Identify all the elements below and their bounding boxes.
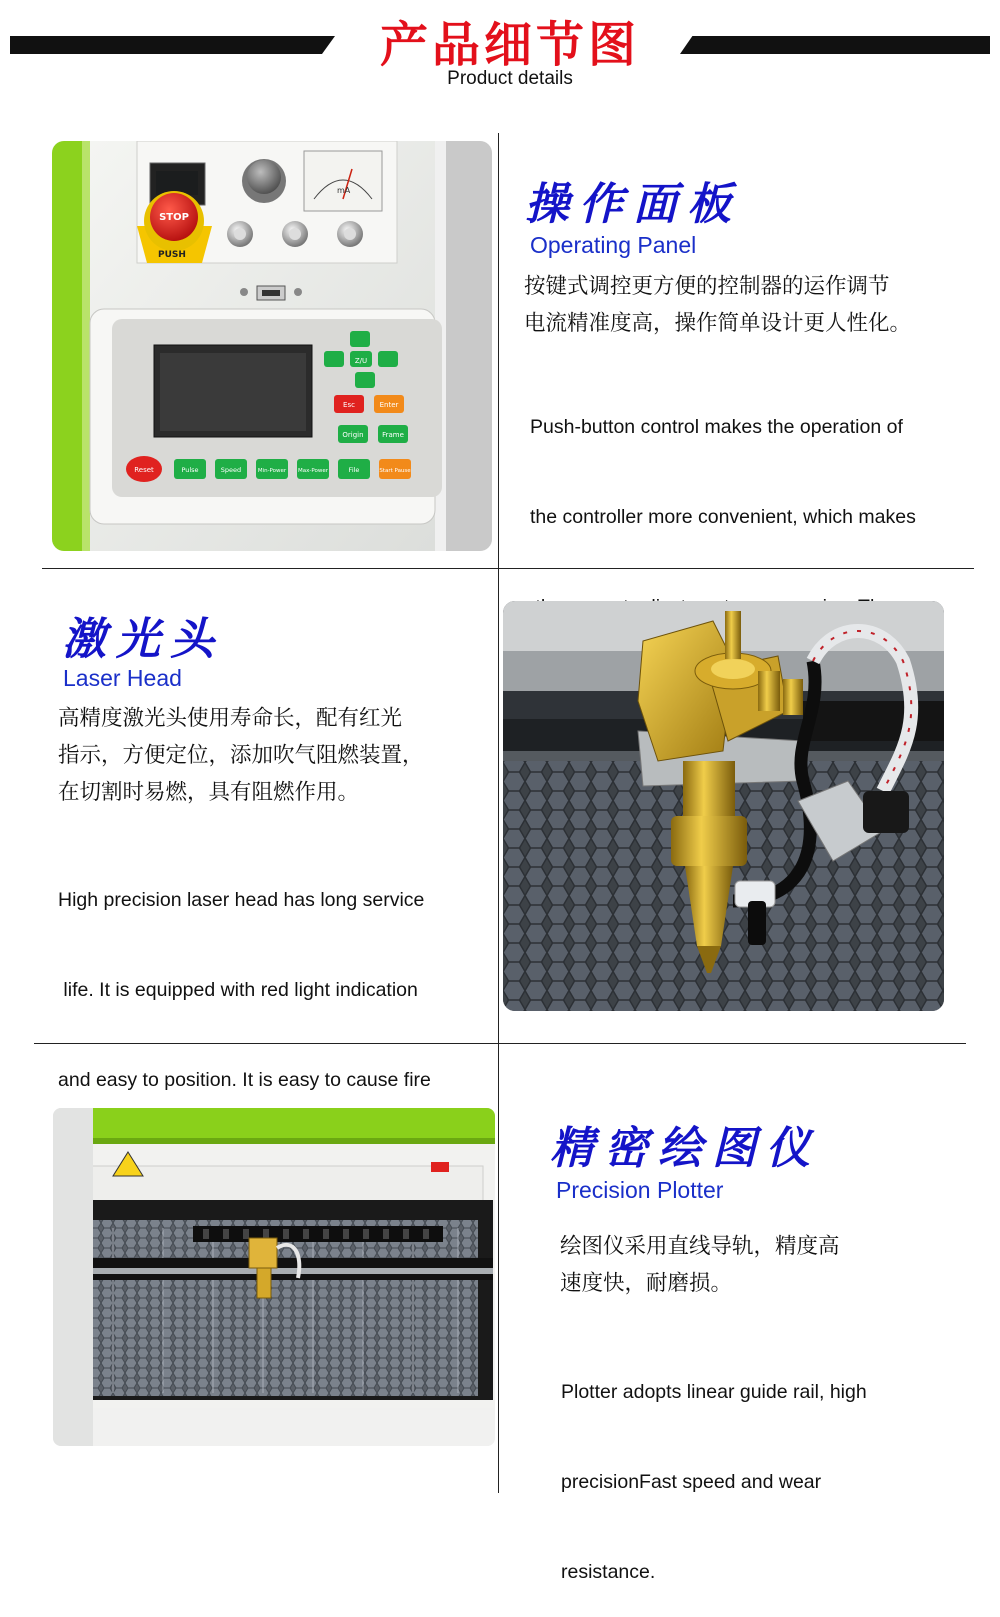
plotter-photo	[53, 1108, 495, 1446]
body-en-line: the controller more convenient, which makes	[530, 506, 916, 528]
section-title-en: Operating Panel	[530, 232, 697, 258]
section-title-zh: 激光头	[62, 614, 224, 665]
laser-head-photo	[503, 601, 944, 1011]
body-zh-line: 电流精准度高，操作简单设计更人性化。	[524, 311, 912, 336]
header-bar-right	[680, 36, 990, 54]
header-bar-left	[10, 36, 335, 54]
body-en-line: resistance.	[561, 1561, 656, 1583]
body-zh-line: 指示，方便定位，添加吹气阻燃装置，	[58, 743, 424, 768]
section-body-zh	[524, 268, 984, 342]
section-body-en	[561, 1317, 981, 1617]
pulse-key-label: Pulse	[181, 466, 199, 474]
esc-key-label: Esc	[343, 401, 355, 409]
start-pause-key-label: Start Pause	[379, 468, 411, 474]
body-en-line: High precision laser head has long service	[58, 889, 425, 911]
operating-panel-photo	[52, 141, 492, 551]
vertical-divider	[498, 133, 499, 1493]
body-en-line: precisionFast speed and wear	[561, 1471, 822, 1493]
body-zh-line: 高精度激光头使用寿命长，配有红光	[58, 706, 403, 731]
speed-key-label: Speed	[220, 466, 242, 474]
origin-key-label: Origin	[342, 431, 364, 439]
body-en-line: and easy to position. It is easy to cause fire	[58, 1069, 431, 1091]
section-title-zh: 精密绘图仪	[550, 1123, 820, 1174]
section-body-zh	[560, 1228, 980, 1302]
enter-key-label: Enter	[379, 401, 399, 409]
reset-key-label: Reset	[134, 466, 154, 474]
body-zh-line: 按键式调控更方便的控制器的运作调节	[524, 274, 890, 299]
file-key-label: File	[348, 466, 360, 474]
min-power-key-label: Min-Power	[257, 468, 287, 474]
body-zh-line: 绘图仪采用直线导轨，精度高	[560, 1234, 840, 1259]
body-en-line: Push-button control makes the operation of	[530, 416, 903, 438]
section-body-zh	[58, 700, 498, 811]
body-zh-line: 在切割时易燃，具有阻燃作用。	[58, 780, 360, 805]
section-title-en: Precision Plotter	[556, 1177, 724, 1203]
frame-key-label: Frame	[382, 431, 404, 439]
page-title: 产品细节图	[379, 17, 640, 73]
push-label: PUSH	[158, 250, 186, 260]
stop-label: STOP	[159, 212, 189, 223]
body-en-line: Plotter adopts linear guide rail, high	[561, 1381, 867, 1403]
gauge-unit-label: mA	[337, 186, 351, 195]
body-zh-line: 速度快，耐磨损。	[560, 1271, 733, 1296]
center-key-label: Z/U	[354, 357, 368, 365]
max-power-key-label: Max-Power	[298, 468, 328, 474]
section-title-en: Laser Head	[63, 665, 182, 691]
section-title-zh: 操作面板	[525, 179, 741, 230]
body-en-line: life. It is equipped with red light indication	[58, 979, 418, 1001]
page-subtitle: Product details	[447, 68, 573, 89]
